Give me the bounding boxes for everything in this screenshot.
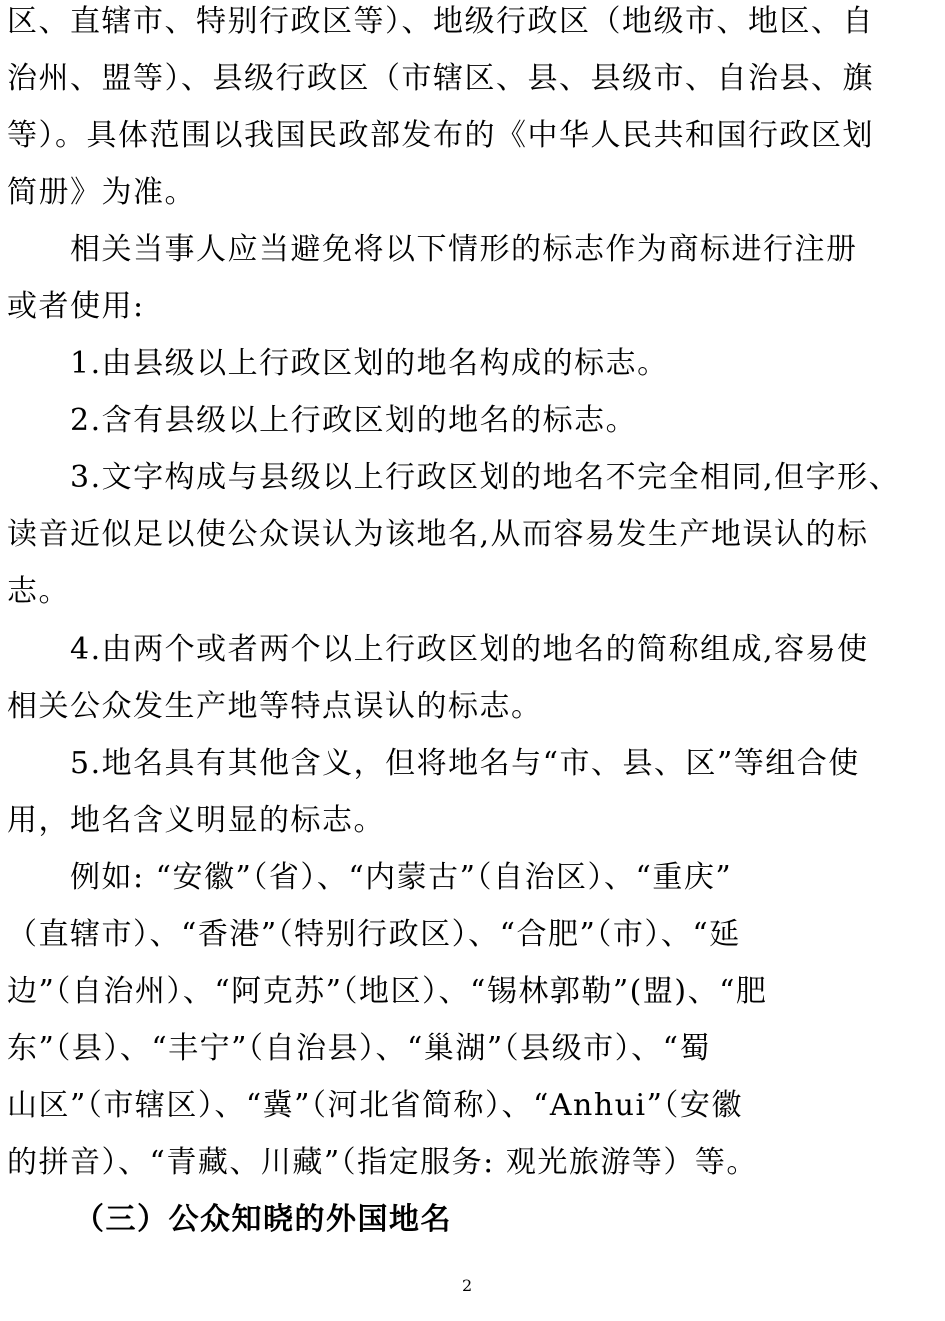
text-line: 区、直辖市、特别行政区等）、地级行政区（地级市、地区、自 xyxy=(7,4,874,39)
text-line: 山区”（市辖区）、“冀”（河北省简称）、“Anhui”（安徽 xyxy=(7,1088,743,1123)
text-line: 读音近似足以使公众误认为该地名,从而容易发生产地误认的标 xyxy=(7,517,869,552)
text-line: 志。 xyxy=(7,574,70,609)
text-line: 的拼音）、“青藏、川藏”（指定服务: 观光旅游等）等。 xyxy=(7,1145,758,1180)
page-number: 2 xyxy=(462,1276,473,1295)
list-item-2: 2.含有县级以上行政区划的地名的标志。 xyxy=(70,403,638,438)
list-item-1: 1.由县级以上行政区划的地名构成的标志。 xyxy=(70,346,669,381)
text-line: 治州、盟等）、县级行政区（市辖区、县、县级市、自治县、旗 xyxy=(7,61,874,96)
text-line: 简册》为准。 xyxy=(7,175,196,210)
list-item-5: 5.地名具有其他含义，但将地名与“市、县、区”等组合使 xyxy=(70,746,860,781)
text-line: 相关公众发生产地等特点误认的标志。 xyxy=(7,689,543,724)
list-item-3: 3.文字构成与县级以上行政区划的地名不完全相同,但字形、 xyxy=(70,460,901,495)
text-line: 或者使用: xyxy=(7,289,145,324)
list-item-4: 4.由两个或者两个以上行政区划的地名的简称组成,容易使 xyxy=(70,632,869,667)
text-line: 用，地名含义明显的标志。 xyxy=(7,803,385,838)
paragraph-first-line: 相关当事人应当避免将以下情形的标志作为商标进行注册 xyxy=(70,232,858,267)
text-line: 等）。具体范围以我国民政部发布的《中华人民共和国行政区划 xyxy=(7,118,874,153)
text-line: 东”（县）、“丰宁”（自治县）、“巢湖”（县级市）、“蜀 xyxy=(7,1031,712,1066)
example-paragraph: 例如: “安徽”（省）、“内蒙古”（自治区）、“重庆” xyxy=(70,860,733,895)
text-line: （直辖市）、“香港”（特别行政区）、“合肥”（市）、“延 xyxy=(7,917,741,952)
text-line: 边”（自治州）、“阿克苏”（地区）、“锡林郭勒”(盟)、“肥 xyxy=(7,974,768,1009)
section-heading: （三）公众知晓的外国地名 xyxy=(74,1202,452,1237)
